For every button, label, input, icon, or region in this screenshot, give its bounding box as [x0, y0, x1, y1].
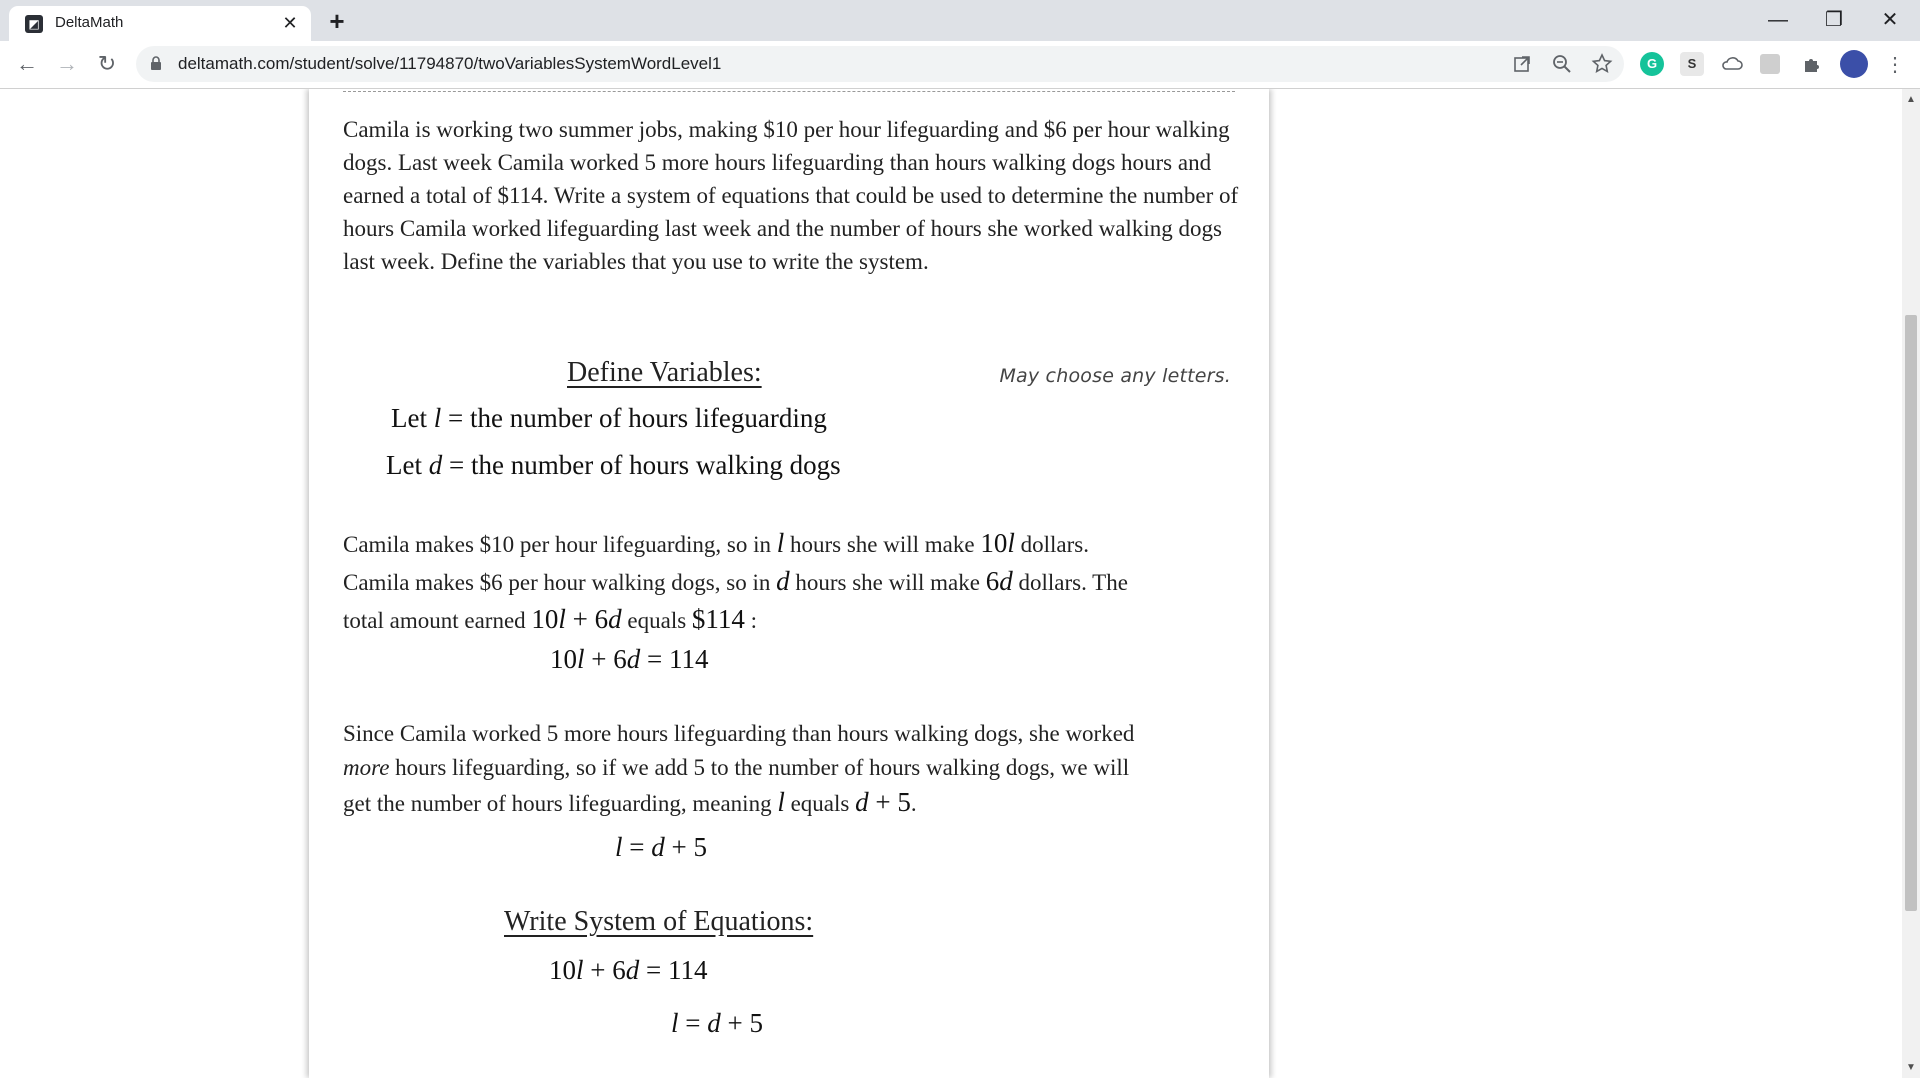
equals-sign: =: [448, 450, 465, 480]
eq-var-l: l: [576, 955, 584, 985]
scroll-down-icon[interactable]: ▼: [1906, 1062, 1916, 1073]
profile-avatar[interactable]: [1840, 50, 1868, 78]
new-tab-button[interactable]: +: [329, 6, 345, 36]
system-equation-2: [671, 1008, 763, 1039]
eq-var-l: l: [671, 1008, 679, 1038]
math-l: l: [1007, 528, 1015, 558]
close-window-icon[interactable]: ✕: [1881, 9, 1899, 31]
step1-text-6: dollars. The: [1018, 570, 1128, 595]
define-variables-heading: Define Variables:: [567, 357, 762, 388]
eq-var-d: d: [625, 955, 640, 985]
step2-text-4: get the number of hours lifeguarding, meaning: [343, 791, 772, 816]
back-arrow-icon[interactable]: ←: [16, 51, 38, 76]
eq-equals-114: = 114: [647, 644, 709, 674]
system-heading: Write System of Equations:: [504, 906, 814, 937]
scroll-up-icon[interactable]: ▲: [1906, 94, 1916, 105]
page-scrollbar[interactable]: [1902, 89, 1920, 1078]
step2-period: .: [910, 791, 917, 816]
zoom-icon[interactable]: [1550, 52, 1574, 76]
eq-plus-5: + 5: [671, 832, 707, 862]
lock-icon: [150, 56, 162, 70]
math-10: 10: [531, 604, 559, 634]
extension-cloud-icon[interactable]: [1720, 52, 1744, 76]
step1-text-4: Camila makes $6 per hour walking dogs, so in: [343, 570, 771, 595]
step2-text-3: hours lifeguarding, so if we add 5 to the number of hours walking dogs, we will: [395, 755, 1130, 780]
eq-equals: =: [629, 832, 645, 862]
tab-title: DeltaMath: [55, 14, 124, 31]
eq-plus-6: + 6: [590, 955, 626, 985]
definition-l-text: the number of hours lifeguarding: [469, 403, 827, 433]
extension-gray-icon[interactable]: [1760, 54, 1780, 74]
definition-l: [391, 403, 827, 434]
page-viewport: [0, 89, 1902, 1078]
step2-explanation: [343, 717, 1243, 821]
math-114: $114: [691, 604, 745, 634]
definition-d-text: the number of hours walking dogs: [470, 450, 841, 480]
restore-icon[interactable]: ❐: [1825, 9, 1843, 31]
equals-sign: =: [448, 403, 464, 433]
math-10: 10: [980, 528, 1008, 558]
eq-equals: =: [685, 1008, 701, 1038]
equation-earnings: [550, 644, 708, 675]
eq-var-l: l: [615, 832, 623, 862]
divider: [343, 91, 1235, 92]
letters-hint: May choose any letters.: [999, 365, 1231, 387]
browser-toolbar: [0, 41, 1920, 89]
forward-arrow-icon[interactable]: →: [56, 51, 78, 76]
definition-d: [386, 450, 841, 481]
step1-text-8: equals: [627, 608, 687, 633]
step1-text-3: dollars.: [1020, 532, 1089, 557]
math-plus-5: + 5: [875, 787, 911, 817]
minimize-icon[interactable]: —: [1768, 9, 1788, 31]
math-plus-6: + 6: [572, 604, 609, 634]
eq-var-l: l: [577, 644, 585, 674]
eq-equals-114: = 114: [646, 955, 708, 985]
variable-d: d: [428, 450, 443, 480]
grammarly-icon[interactable]: G: [1640, 52, 1664, 76]
let-word: Let: [386, 450, 422, 480]
system-equation-1: [549, 955, 707, 986]
equation-relation: [615, 832, 707, 863]
variable-l: l: [433, 403, 442, 433]
math-d: d: [855, 787, 869, 817]
bookmark-star-icon[interactable]: [1590, 52, 1614, 76]
open-in-app-icon[interactable]: [1510, 52, 1534, 76]
solution-card: [309, 89, 1269, 1078]
step2-text-1: Since Camila worked 5 more hours lifeguarding than hours walking dogs, she worked: [343, 721, 1135, 746]
eq-coef-10: 10: [550, 644, 577, 674]
step2-text-5: equals: [790, 791, 850, 816]
let-word: Let: [391, 403, 427, 433]
step1-text-2: hours she will make: [789, 532, 975, 557]
extensions-puzzle-icon[interactable]: [1800, 52, 1824, 76]
eq-var-d: d: [707, 1008, 721, 1038]
eq-plus-6: + 6: [591, 644, 627, 674]
reload-icon[interactable]: ↻: [97, 51, 117, 76]
step1-text-9: :: [750, 608, 758, 633]
math-d: d: [999, 566, 1013, 596]
step1-explanation: [343, 525, 1243, 639]
eq-var-d: d: [626, 644, 641, 674]
eq-coef-10: 10: [549, 955, 576, 985]
math-l: l: [776, 528, 785, 558]
step1-text-5: hours she will make: [795, 570, 980, 595]
scrollbar-thumb[interactable]: [1905, 315, 1917, 911]
math-l: l: [558, 604, 566, 634]
tab-bar: [0, 0, 1920, 41]
deltamath-favicon-icon: ◩: [25, 15, 43, 33]
address-bar[interactable]: [136, 46, 1624, 82]
step1-text-1: Camila makes $10 per hour lifeguarding, so in: [343, 532, 771, 557]
tab-close-icon[interactable]: ✕: [282, 13, 298, 33]
math-l: l: [777, 787, 785, 817]
menu-kebab-icon[interactable]: ⋮: [1885, 54, 1905, 76]
extension-s-icon[interactable]: S: [1680, 52, 1704, 76]
tab-deltamath[interactable]: [9, 6, 311, 41]
problem-text: Camila is working two summer jobs, making $10 per hour lifeguarding and $6 per hour walking dogs. Last week Camila worked 5 more hours lifeguarding than hours walking dogs hours and earned a total of $114. Write a system of equations that could be used to determine the number of hours Camila worked lifeguarding last week and the number of hours she worked walking dogs last week. Define the variables that you use to write the system.: [343, 117, 1239, 274]
math-6: 6: [985, 566, 1000, 596]
eq-plus-5: + 5: [727, 1008, 763, 1038]
url-text[interactable]: deltamath.com/student/solve/11794870/twoVariablesSystemWordLevel1: [178, 54, 722, 73]
step2-emphasis-more: more: [343, 755, 390, 780]
eq-var-d: d: [651, 832, 665, 862]
math-d: d: [776, 566, 790, 596]
step1-text-7: total amount earned: [343, 608, 526, 633]
math-d: d: [608, 604, 622, 634]
